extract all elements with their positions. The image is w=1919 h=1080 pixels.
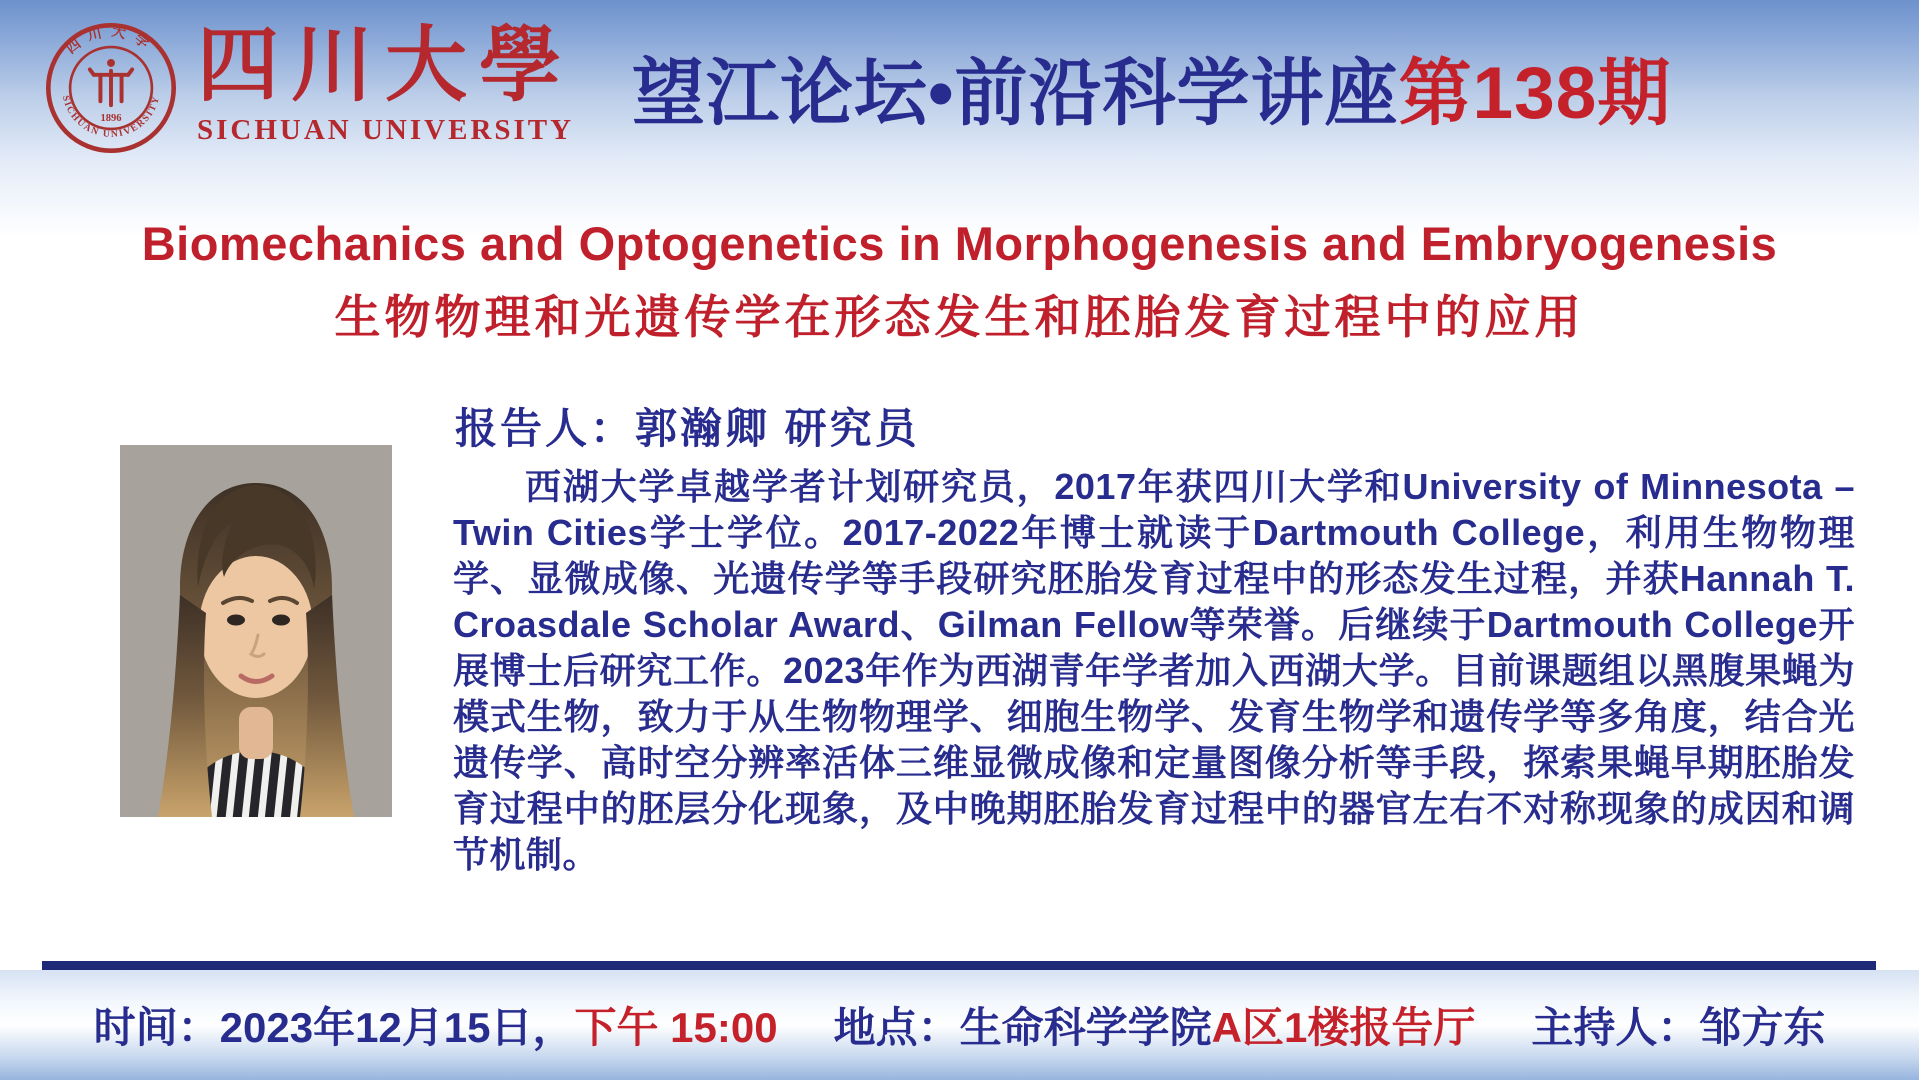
event-location-value: A区1楼报告厅 <box>1211 1004 1476 1051</box>
scu-seal-icon <box>45 22 177 154</box>
svg-text:四川大学 <box>63 23 159 57</box>
event-time <box>94 995 778 1055</box>
series-issue-number: 第138期 <box>1398 53 1672 134</box>
university-name-block <box>197 17 575 147</box>
university-name-en: SICHUAN UNIVERSITY <box>197 114 575 147</box>
talk-title-english: Biomechanics and Optogenetics in Morphogenesis and Embryogenesis <box>141 217 1778 270</box>
event-host-value: 主持人：邹方东 <box>1531 1004 1826 1051</box>
event-location-label: 地点：生命科学学院 <box>833 1004 1212 1051</box>
lecture-series-title <box>632 34 1671 139</box>
event-time-value: 下午 15:00 <box>574 1004 778 1051</box>
speaker-photo <box>120 445 392 817</box>
seal-ring-top-text: 四川大学 <box>62 22 160 57</box>
seal-ring-bottom-text: SICHUAN UNIVERSITY <box>59 94 163 141</box>
talk-title-chinese: 生物物理和光遗传学在形态发生和胚胎发育过程中的应用 <box>334 291 1585 343</box>
event-time-label: 时间：2023年12月15日， <box>93 1004 575 1051</box>
series-name: 望江论坛•前沿科学讲座 <box>632 53 1399 134</box>
seal-emblem-icon <box>90 60 132 106</box>
speaker-name-line: 报告人：郭瀚卿 研究员 <box>455 405 920 452</box>
event-host <box>1531 995 1825 1055</box>
event-location <box>834 995 1476 1055</box>
event-info-bar <box>0 970 1919 1080</box>
speaker-portrait-illustration <box>120 445 392 817</box>
divider-rule <box>42 961 1876 970</box>
university-name-cn: 四川大學 <box>197 17 574 113</box>
university-brand <box>45 17 575 154</box>
speaker-biography: 西湖大学卓越学者计划研究员，2017年获四川大学和University of Minnesota – Twin Cities学士学位。2017-2022年博士就读于Dartmouth College，利用生物物理学、显微成像、光遗传学等手段研究胚胎发育过程中的形态发生过程，并获Hannah T. Croasdale Scholar Award、Gilman Fellow等荣誉。后继续于Dartmouth College开展博士后研究工作。2023年作为西湖青年学者加入西湖大学。目前课题组以黑腹果蝇为模式生物，致力于从生物物理学、细胞生物学、发育生物学和遗传学等多角度，结合光遗传学、高时空分辨率活体三维显微成像和定量图像分析等手段，探索果蝇早期胚胎发育过程中的胚层分化现象，及中晚期胚胎发育过程中的器官左右不对称现象的成因和调节机制。 <box>453 466 1855 875</box>
seal-year-text: 1896 <box>100 113 122 125</box>
